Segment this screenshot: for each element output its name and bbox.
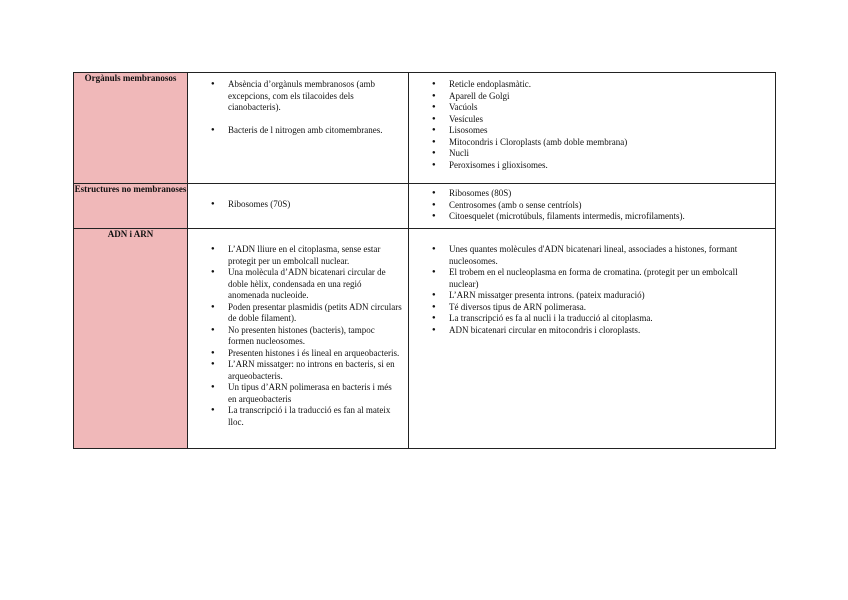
list-item: ● L’ARN missatger presenta introns. (pateix maduració) xyxy=(449,290,769,302)
list-item: ● Poden presentar plasmidis (petits ADN circulars de doble filament). xyxy=(228,302,402,325)
list-item: ● Nucli xyxy=(449,148,769,160)
bullet-list xyxy=(409,244,775,336)
row-header-label: Orgànuls membranosos xyxy=(84,73,177,83)
list-item: ● Lisosomes xyxy=(449,125,769,137)
row-header-label: ADN i ARN xyxy=(107,229,154,239)
list-item: ● L’ADN lliure en el citoplasma, sense estar protegit per un embolcall nuclear. xyxy=(228,244,402,267)
list-item: ● Unes quantes molècules d'ADN bicatenari lineal, associades a histones, formant nucleosomes. xyxy=(449,244,769,267)
row-header-label: Estructures no membranoses xyxy=(74,184,187,194)
row-header xyxy=(74,184,188,229)
list-item: ● La transcripció i la traducció es fan al mateix lloc. xyxy=(228,405,402,428)
list-item: ● L’ARN missatger: no introns en bacteris, si en arqueobacteris. xyxy=(228,359,402,382)
bullet-list xyxy=(409,79,775,171)
list-item: ● Absència d’orgànuls membranosos (amb excepcions, com els tilacoides dels cianobacteris). xyxy=(228,79,402,114)
eukaryote-cell xyxy=(409,229,776,449)
table-row xyxy=(74,229,776,449)
bullet-list xyxy=(188,79,408,136)
comparison-table xyxy=(73,72,776,449)
list-item: ● Un tipus d’ARN polimerasa en bacteris i més en arqueobacteris xyxy=(228,382,402,405)
table-row xyxy=(74,184,776,229)
bullet-list xyxy=(188,244,408,428)
list-item: ● Mitocondris i Cloroplasts (amb doble membrana) xyxy=(449,137,769,149)
list-item: ● Aparell de Golgi xyxy=(449,91,769,103)
list-item: ● Centrosomes (amb o sense centríols) xyxy=(449,200,769,212)
bullet-list xyxy=(409,188,775,223)
prokaryote-cell xyxy=(188,73,409,184)
row-header xyxy=(74,229,188,449)
list-item: ● La transcripció es fa al nucli i la traducció al citoplasma. xyxy=(449,313,769,325)
eukaryote-cell xyxy=(409,184,776,229)
list-item: ● Vacúols xyxy=(449,102,769,114)
list-item: ● Citoesquelet (microtúbuls, filaments intermedis, microfilaments). xyxy=(449,211,769,223)
list-item: ● Peroxisomes i glioxisomes. xyxy=(449,160,769,172)
prokaryote-cell xyxy=(188,229,409,449)
list-item: ● Ribosomes (80S) xyxy=(449,188,769,200)
bullet-list xyxy=(188,199,408,211)
table-row xyxy=(74,73,776,184)
prokaryote-cell xyxy=(188,184,409,229)
list-item: ● Té diversos tipus de ARN polimerasa. xyxy=(449,302,769,314)
list-item: ● ADN bicatenari circular en mitocondris i cloroplasts. xyxy=(449,325,769,337)
list-item: ● Vesícules xyxy=(449,114,769,126)
eukaryote-cell xyxy=(409,73,776,184)
list-item: ● Una molècula d’ADN bicatenari circular de doble hèlix, condensada en una regió anomenada nucleoide. xyxy=(228,267,402,302)
row-header xyxy=(74,73,188,184)
list-item: ● Bacteris de l nitrogen amb citomembranes. xyxy=(228,125,402,137)
list-item: ● El trobem en el nucleoplasma en forma de cromatina. (protegit per un embolcall nuclear) xyxy=(449,267,769,290)
list-item: ● Ribosomes (70S) xyxy=(228,199,402,211)
list-item: ● Presenten histones i és lineal en arqueobacteris. xyxy=(228,348,402,360)
list-item: ● No presenten histones (bacteris), tampoc formen nucleosomes. xyxy=(228,325,402,348)
list-item: ● Reticle endoplasmàtic. xyxy=(449,79,769,91)
